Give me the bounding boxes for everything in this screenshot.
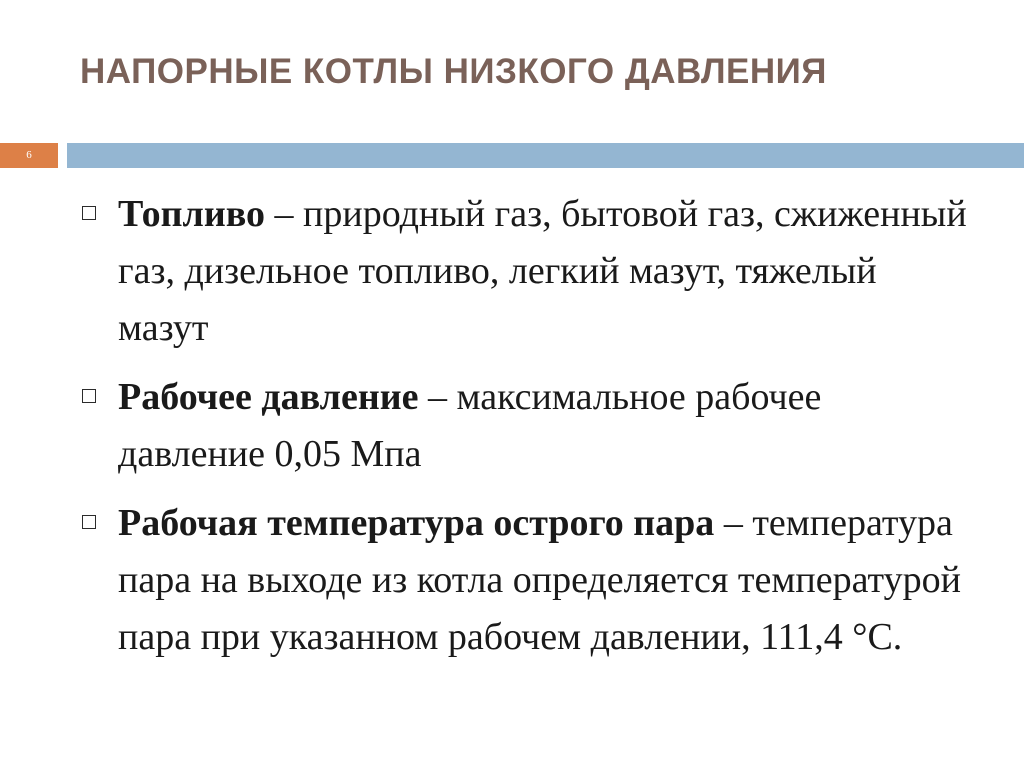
bullet-text: – максимальное рабочее давление 0,05 Мпа — [118, 376, 822, 475]
bullet-term: Рабочее давление — [118, 376, 419, 418]
bullet-term: Топливо — [118, 193, 266, 235]
bullet-item-pressure — [76, 369, 976, 483]
bullet-text: – температура пара на выходе из котла определяется температурой пара при указанном рабочем давлении, 111,4 °С. — [118, 502, 961, 658]
bullet-list — [76, 186, 976, 678]
bullet-item-fuel — [76, 186, 976, 357]
bullet-term: Рабочая температура острого пара — [118, 502, 715, 544]
square-bullet-icon — [82, 515, 96, 529]
bullet-item-steam-temperature — [76, 495, 976, 666]
slide-title: НАПОРНЫЕ КОТЛЫ НИЗКОГО ДАВЛЕНИЯ — [80, 52, 827, 91]
square-bullet-icon — [82, 389, 96, 403]
title-divider-bar — [67, 143, 1024, 168]
slide-number: 6 — [26, 149, 32, 161]
square-bullet-icon — [82, 206, 96, 220]
bullet-text: – природный газ, бытовой газ, сжиженный газ, дизельное топливо, легкий мазут, тяжелый мазут — [118, 193, 967, 349]
